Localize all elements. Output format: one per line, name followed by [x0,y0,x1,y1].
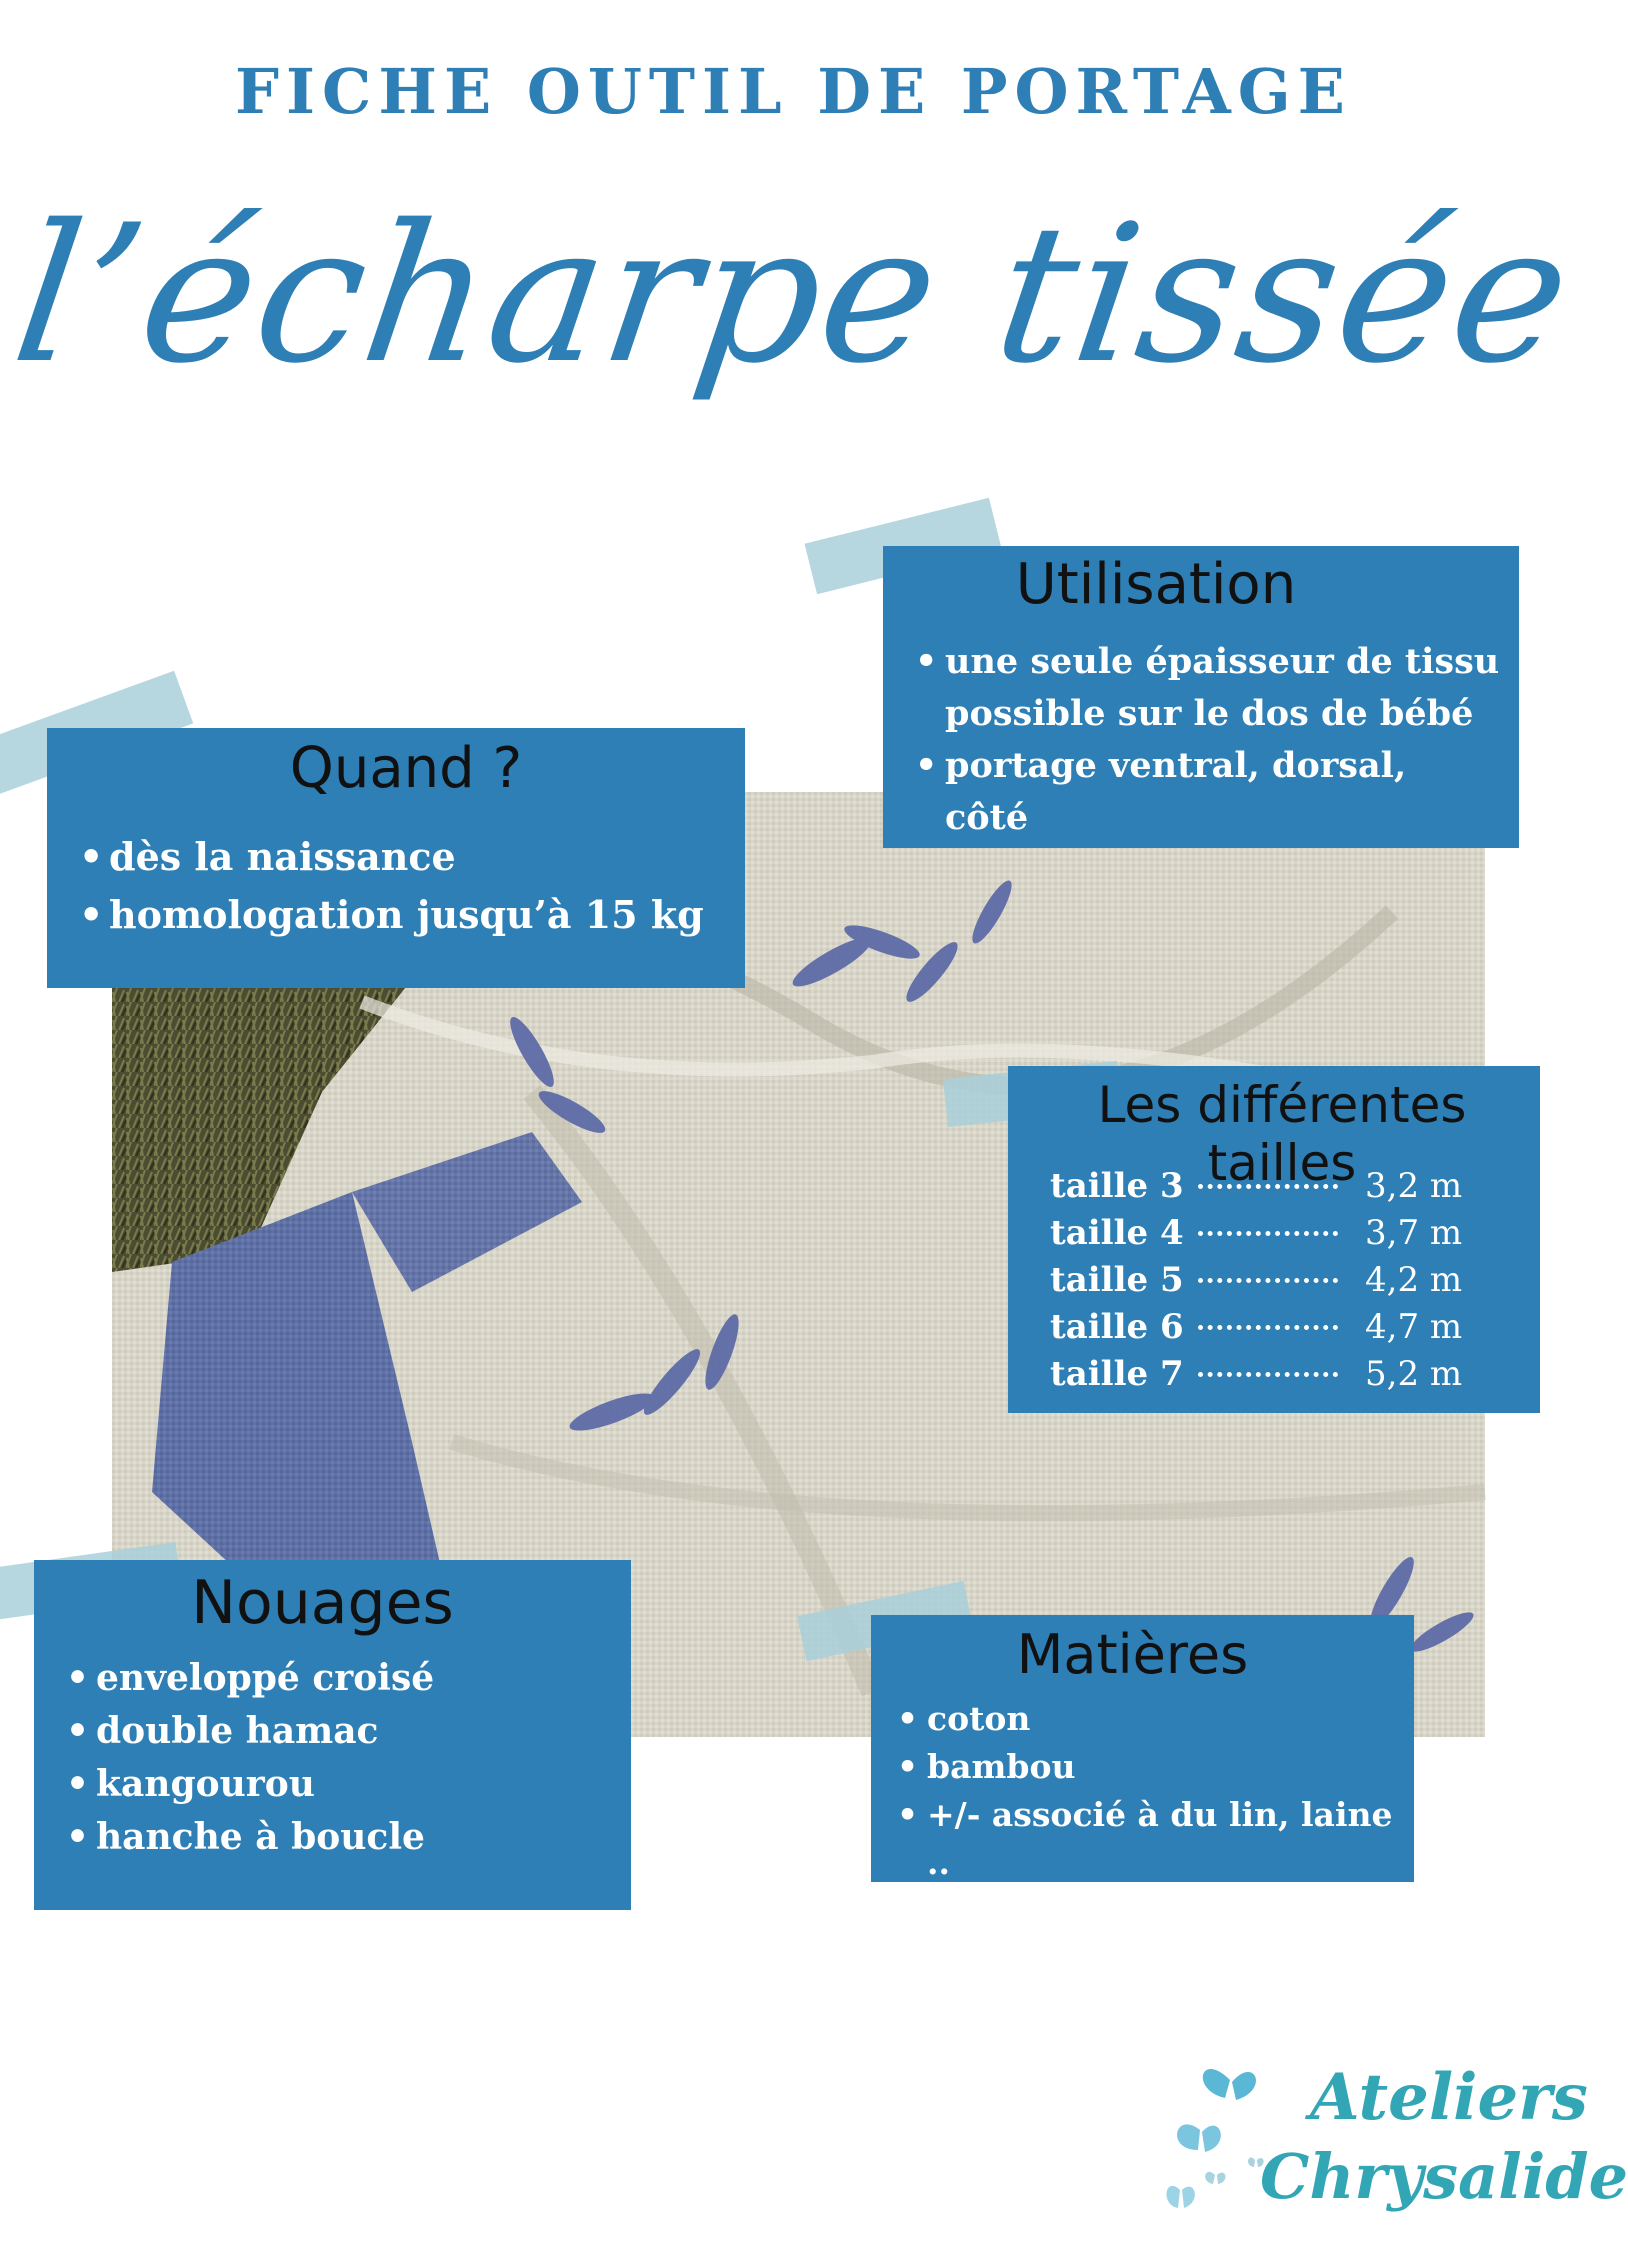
nouages-title: Nouages [191,1568,454,1638]
nouages-card [34,1560,631,1910]
list-item: • portage ventral, dorsal, côté [911,740,1501,844]
list-item: • double hamac [62,1705,622,1758]
page-title: l’écharpe tissée [3,184,1585,405]
list-item: • hanche à boucle [62,1811,622,1864]
table-row [1050,1166,1520,1212]
table-row [1050,1354,1520,1400]
quand-card [47,728,745,988]
quand-title: Quand ? [289,736,523,801]
size-value: 3,7 m [1365,1213,1463,1253]
size-label: taille 6 [1050,1307,1184,1347]
logo-line1: Ateliers [1310,2060,1588,2135]
leader-dots [1198,1223,1338,1236]
list-item: • +/- associé à du lin, laine .. [893,1791,1408,1887]
list-item: • kangourou [62,1758,622,1811]
table-row [1050,1213,1520,1259]
size-label: taille 4 [1050,1213,1184,1253]
size-label: taille 7 [1050,1354,1184,1394]
list-item: • enveloppé croisé [62,1652,622,1705]
quand-list [75,828,725,944]
list-item: • une seule épaisseur de tissu possible sur le dos de bébé [911,636,1501,740]
table-row [1050,1307,1520,1353]
tailles-card [1008,1066,1540,1413]
page-kicker: FICHE OUTIL DE PORTAGE [235,55,1352,128]
list-item: • coton [893,1695,1408,1743]
size-value: 5,2 m [1365,1354,1463,1394]
size-value: 4,7 m [1365,1307,1463,1347]
list-item: • homologation jusqu’à 15 kg [75,886,725,944]
leader-dots [1198,1364,1338,1377]
tailles-table [1050,1166,1520,1406]
list-item: • dès la naissance [75,828,725,886]
utilisation-title: Utilisation [1015,552,1297,617]
nouages-list [62,1652,622,1864]
ateliers-chrysalide-logo [1160,2040,1628,2240]
list-item: • bambou [893,1743,1408,1791]
matieres-title: Matières [1016,1623,1249,1686]
leader-dots [1198,1176,1338,1189]
leader-dots [1198,1270,1338,1283]
matieres-card [871,1615,1414,1882]
leader-dots [1198,1317,1338,1330]
size-value: 3,2 m [1365,1166,1463,1206]
utilisation-list [911,636,1501,844]
utilisation-card [883,546,1519,848]
logo-line2: Chrysalide [1260,2140,1628,2213]
size-label: taille 5 [1050,1260,1184,1300]
size-label: taille 3 [1050,1166,1184,1206]
size-value: 4,2 m [1365,1260,1463,1300]
table-row [1050,1260,1520,1306]
matieres-list [893,1695,1408,1887]
tailles-title: Les différentes tailles [1097,1076,1467,1192]
